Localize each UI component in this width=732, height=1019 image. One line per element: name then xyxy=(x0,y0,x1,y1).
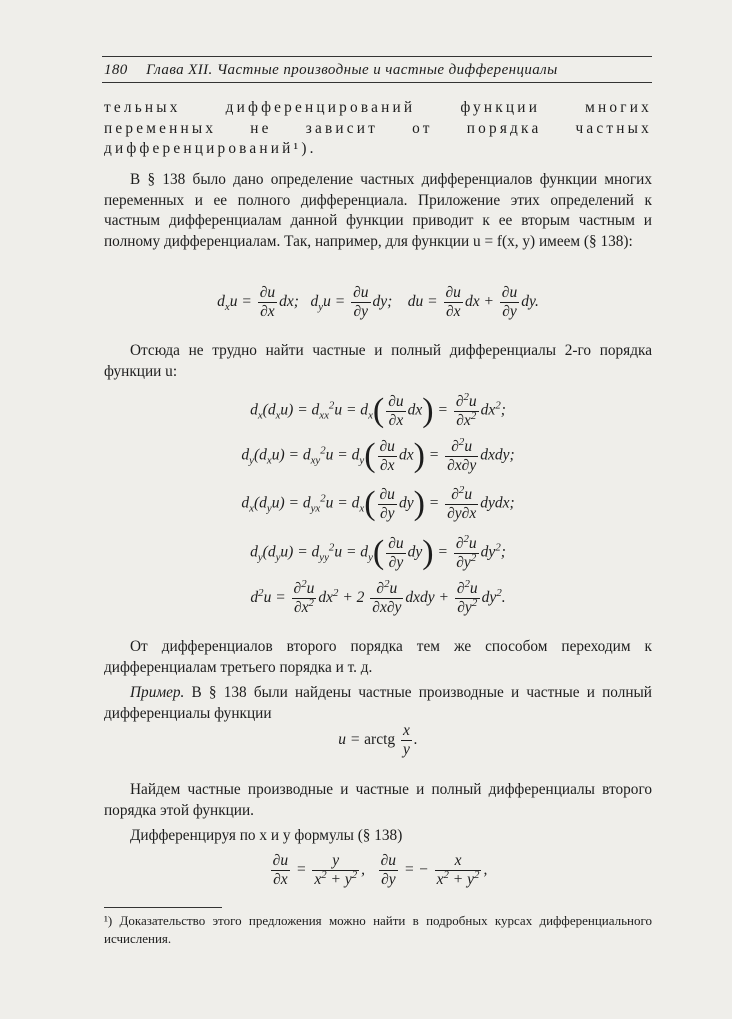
paragraph-example xyxy=(104,683,652,724)
paragraph-continuation: тельных дифференцирований функции многих переменных не зависит от порядка частных дифференцирований¹). xyxy=(104,99,652,157)
footnote: ¹) Доказательство этого предложения можно найти в подробных курсах дифференциального исчисления. xyxy=(104,913,652,946)
formula-arctg: u = arctg $\frac{x}{y}$ . xyxy=(338,722,418,758)
footnote-rule xyxy=(104,907,222,908)
running-header xyxy=(104,62,652,79)
page-number: 180 xyxy=(104,62,128,78)
header-rule-bottom xyxy=(102,82,652,83)
formula-total-second-differential: $d^2u$ = $\frac{\partial^2u}{\partial x^2}$ $dx^2 + 2$ $\frac{\partial^2u}{\partial x\partial y}$ dxdy + $\frac{\partial^2u}{\partial y^2}$ $dy^2$. xyxy=(250,577,506,616)
paragraph-second-order-intro: Отсюда не трудно найти частные и полный дифференциалы 2-го порядка функции u: xyxy=(104,342,652,380)
paragraph-differentiating: Дифференцируя по x и y формулы (§ 138) xyxy=(130,827,403,844)
formula-first-differentials: $d_xu$ = $\frac{\partial u}{\partial x}$ dx; $d_yu$ = $\frac{\partial u}{\partial y}$ dy; du = $\frac{\partial u}{\partial x}$ dx + $\frac{\partial u}{\partial y}$ dy. xyxy=(217,284,539,320)
example-text: В § 138 были найдены частные производные и частные и полный дифференциалы функции xyxy=(104,684,652,722)
formula-partials-arctg: $\frac{\partial u}{\partial x}$ = $\frac{y}{x^2 + y^2}$ , $\frac{\partial u}{\partial y}$ = − $\frac{x}{x^2 + y^2}$ , xyxy=(272,852,488,888)
paragraph-differentials-definition: В § 138 было дано определение частных дифференциалов функции многих переменных и ее полного дифференциала. Приложение этих определений к частным дифференциалам данной функции приводит к ее вторым частным и полному дифференциалам. Так, например, для функции u = f(x, y) имеем (§ 138): xyxy=(104,171,652,250)
formula-dxx: $d_x(d_xu) = d_{xx}^2u = d_x$( $\frac{\partial u}{\partial x}$ dx) = $\frac{\partial^2u}{\partial x^2}$ $dx^2$; xyxy=(250,390,506,429)
formula-dyy: $d_y(d_yu) = d_{yy}^2u = d_y$( $\frac{\partial u}{\partial y}$ dy) = $\frac{\partial^2u}{\partial y^2}$ $dy^2$; xyxy=(250,532,506,571)
paragraph-third-order: От дифференциалов второго порядка тем же способом переходим к дифференциалам третьего порядка и т. д. xyxy=(104,638,652,676)
header-rule-top xyxy=(102,56,652,57)
example-label: Пример. xyxy=(130,684,185,701)
chapter-title: Глава XII. Частные производные и частные дифференциалы xyxy=(146,62,558,78)
formula-dyx: $d_x(d_yu) = d_{yx}^2u = d_x$( $\frac{\partial u}{\partial y}$ dy) = $\frac{\partial^2u}{\partial y\partial x}$ dydx; xyxy=(241,483,515,522)
formula-dxy: $d_y(d_xu) = d_{xy}^2u = d_y$( $\frac{\partial u}{\partial x}$ dx) = $\frac{\partial^2u}{\partial x\partial y}$ dxdy; xyxy=(241,435,515,474)
paragraph-find-derivatives: Найдем частные производные и частные и полный дифференциалы второго порядка этой функции. xyxy=(104,781,652,819)
